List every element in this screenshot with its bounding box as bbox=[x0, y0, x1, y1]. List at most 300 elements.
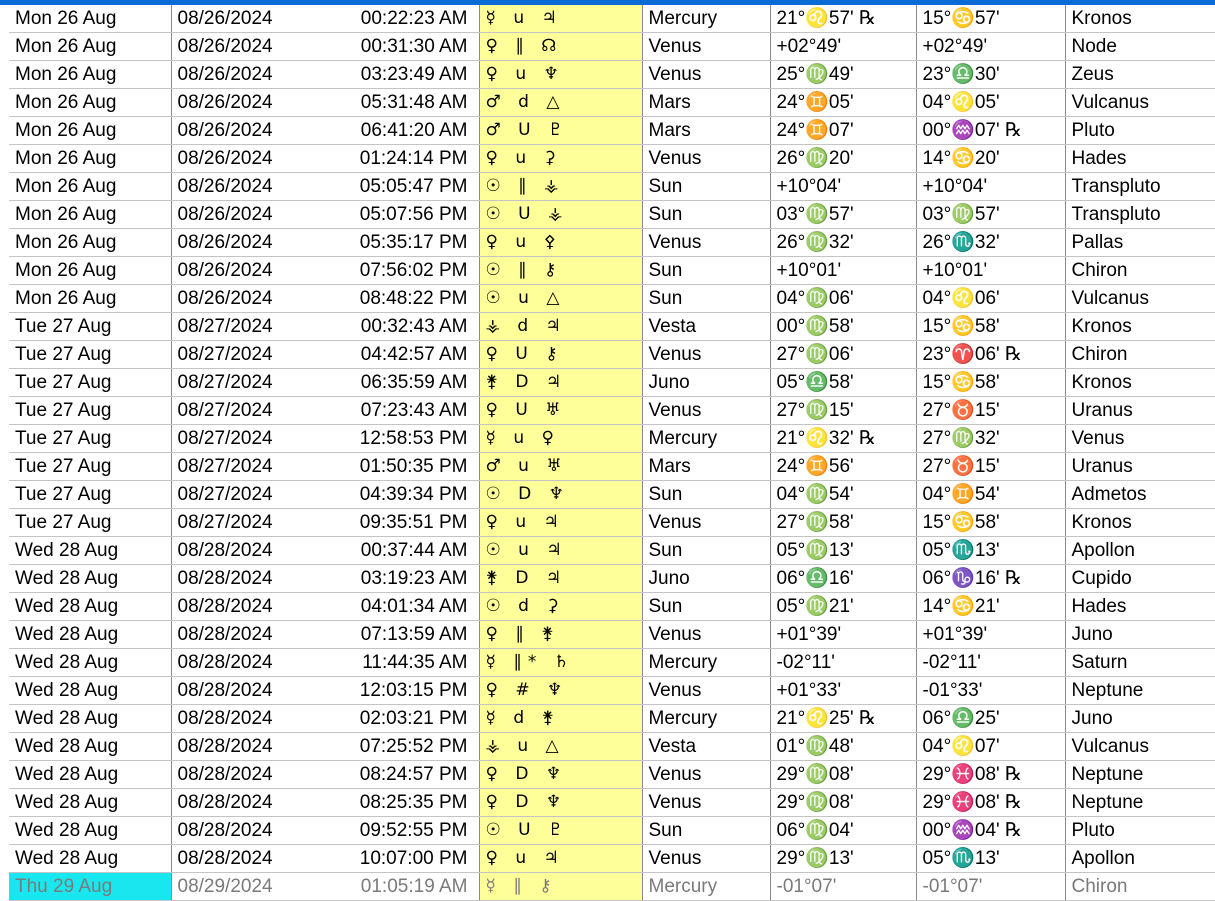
date-text: 08/26/2024 bbox=[177, 204, 273, 225]
day-cell: Thu 29 Aug bbox=[9, 873, 171, 901]
datetime-cell bbox=[171, 425, 479, 453]
day-cell: Wed 28 Aug bbox=[9, 537, 171, 565]
time-text: 09:35:51 PM bbox=[359, 512, 468, 533]
table-row[interactable] bbox=[9, 845, 1215, 873]
table-row[interactable] bbox=[9, 117, 1215, 145]
point-cell: Admetos bbox=[1065, 481, 1215, 509]
position2-cell: 06°♑16' ℞ bbox=[916, 565, 1065, 593]
aspect-glyph-cell: ☉ ∥ ⚷ bbox=[479, 257, 642, 285]
position2-cell: -01°33' bbox=[916, 677, 1065, 705]
position2-cell: 05°♏13' bbox=[916, 845, 1065, 873]
point-cell: Neptune bbox=[1065, 761, 1215, 789]
table-row[interactable] bbox=[9, 649, 1215, 677]
date-text: 08/28/2024 bbox=[177, 568, 273, 589]
day-cell: Mon 26 Aug bbox=[9, 257, 171, 285]
aspect-glyph-cell: ⚵ D ♃ bbox=[479, 369, 642, 397]
day-cell: Mon 26 Aug bbox=[9, 229, 171, 257]
point-cell: Apollon bbox=[1065, 537, 1215, 565]
time-text: 09:52:55 PM bbox=[359, 820, 468, 841]
table-row[interactable] bbox=[9, 173, 1215, 201]
table-row[interactable] bbox=[9, 677, 1215, 705]
time-text: 08:25:35 PM bbox=[359, 792, 468, 813]
table-row[interactable] bbox=[9, 5, 1215, 33]
day-cell: Tue 27 Aug bbox=[9, 425, 171, 453]
position2-cell: 15°♋58' bbox=[916, 313, 1065, 341]
day-cell: Tue 27 Aug bbox=[9, 481, 171, 509]
time-text: 05:07:56 PM bbox=[359, 204, 468, 225]
table-row[interactable] bbox=[9, 593, 1215, 621]
day-cell: Mon 26 Aug bbox=[9, 145, 171, 173]
position1-cell: 04°♍06' bbox=[770, 285, 916, 313]
position2-cell: 06°♎25' bbox=[916, 705, 1065, 733]
day-cell: Tue 27 Aug bbox=[9, 453, 171, 481]
position1-cell: +02°49' bbox=[770, 33, 916, 61]
position1-cell: 26°♍32' bbox=[770, 229, 916, 257]
day-cell: Tue 27 Aug bbox=[9, 341, 171, 369]
aspect-glyph-cell: ♀ # ♆ bbox=[479, 677, 642, 705]
position1-cell: 21°♌57' ℞ bbox=[770, 5, 916, 33]
planet-cell: Venus bbox=[642, 789, 770, 817]
datetime-cell bbox=[171, 677, 479, 705]
position2-cell: 04°♌05' bbox=[916, 89, 1065, 117]
position1-cell: 27°♍06' bbox=[770, 341, 916, 369]
date-text: 08/28/2024 bbox=[177, 596, 273, 617]
position1-cell: 04°♍54' bbox=[770, 481, 916, 509]
time-text: 04:01:34 AM bbox=[360, 596, 468, 617]
planet-cell: Vesta bbox=[642, 733, 770, 761]
point-cell: Juno bbox=[1065, 705, 1215, 733]
date-text: 08/27/2024 bbox=[177, 428, 273, 449]
planet-cell: Sun bbox=[642, 817, 770, 845]
datetime-cell bbox=[171, 5, 479, 33]
day-cell: Mon 26 Aug bbox=[9, 61, 171, 89]
day-cell: Mon 26 Aug bbox=[9, 89, 171, 117]
datetime-cell bbox=[171, 61, 479, 89]
planet-cell: Vesta bbox=[642, 313, 770, 341]
table-row-partial[interactable] bbox=[9, 873, 1215, 901]
point-cell: Kronos bbox=[1065, 509, 1215, 537]
aspect-glyph-cell: ⚵ D ♃ bbox=[479, 565, 642, 593]
date-text: 08/26/2024 bbox=[177, 8, 273, 29]
time-text: 04:39:34 PM bbox=[359, 484, 468, 505]
date-text: 08/28/2024 bbox=[177, 652, 273, 673]
position1-cell: 05°♍21' bbox=[770, 593, 916, 621]
date-text: 08/28/2024 bbox=[177, 736, 273, 757]
position2-cell: 04°♌06' bbox=[916, 285, 1065, 313]
aspect-glyph-cell: ♀ U ♅ bbox=[479, 397, 642, 425]
aspect-glyph-cell: ♀ D ♆ bbox=[479, 761, 642, 789]
day-cell: Tue 27 Aug bbox=[9, 397, 171, 425]
date-text: 08/26/2024 bbox=[177, 36, 273, 57]
table-row[interactable] bbox=[9, 341, 1215, 369]
table-row[interactable] bbox=[9, 229, 1215, 257]
aspect-glyph-cell: ♀ u ♆ bbox=[479, 61, 642, 89]
point-cell: Chiron bbox=[1065, 873, 1215, 901]
position1-cell: 00°♍58' bbox=[770, 313, 916, 341]
position1-cell: 29°♍08' bbox=[770, 761, 916, 789]
aspect-glyph-cell: ♀ ∥ ☊ bbox=[479, 33, 642, 61]
position2-cell: 00°♒07' ℞ bbox=[916, 117, 1065, 145]
position1-cell: 05°♎58' bbox=[770, 369, 916, 397]
position1-cell: +01°39' bbox=[770, 621, 916, 649]
planet-cell: Sun bbox=[642, 481, 770, 509]
day-cell: Wed 28 Aug bbox=[9, 677, 171, 705]
date-text: 08/26/2024 bbox=[177, 120, 273, 141]
position2-cell: 29°♓08' ℞ bbox=[916, 761, 1065, 789]
point-cell: Transpluto bbox=[1065, 173, 1215, 201]
day-cell: Mon 26 Aug bbox=[9, 117, 171, 145]
datetime-cell bbox=[171, 817, 479, 845]
planet-cell: Venus bbox=[642, 677, 770, 705]
position1-cell: +10°04' bbox=[770, 173, 916, 201]
date-text: 08/26/2024 bbox=[177, 176, 273, 197]
position2-cell: +01°39' bbox=[916, 621, 1065, 649]
datetime-cell bbox=[171, 789, 479, 817]
datetime-cell bbox=[171, 481, 479, 509]
aspect-glyph-cell: ♀ u ⚳ bbox=[479, 145, 642, 173]
planet-cell: Mercury bbox=[642, 873, 770, 901]
table-row[interactable] bbox=[9, 789, 1215, 817]
day-cell: Mon 26 Aug bbox=[9, 5, 171, 33]
aspect-glyph-cell: ♂ U ♇ bbox=[479, 117, 642, 145]
position1-cell: 24°♊56' bbox=[770, 453, 916, 481]
position1-cell: 21°♌32' ℞ bbox=[770, 425, 916, 453]
day-cell: Wed 28 Aug bbox=[9, 733, 171, 761]
position2-cell: 23°♈06' ℞ bbox=[916, 341, 1065, 369]
position2-cell: 15°♋57' bbox=[916, 5, 1065, 33]
day-cell: Wed 28 Aug bbox=[9, 565, 171, 593]
planet-cell: Venus bbox=[642, 397, 770, 425]
aspect-glyph-cell: ☉ d ⚳ bbox=[479, 593, 642, 621]
table-row[interactable] bbox=[9, 481, 1215, 509]
planet-cell: Venus bbox=[642, 145, 770, 173]
datetime-cell bbox=[171, 313, 479, 341]
table-row[interactable] bbox=[9, 257, 1215, 285]
datetime-cell bbox=[171, 733, 479, 761]
point-cell: Pluto bbox=[1065, 117, 1215, 145]
position1-cell: -01°07' bbox=[770, 873, 916, 901]
planet-cell: Sun bbox=[642, 257, 770, 285]
aspect-glyph-cell: ☿ ∥ ⚷ bbox=[479, 873, 642, 901]
aspect-glyph-cell: ☉ ∥ ⚶ bbox=[479, 173, 642, 201]
position1-cell: 29°♍08' bbox=[770, 789, 916, 817]
date-text: 08/26/2024 bbox=[177, 148, 273, 169]
time-text: 01:05:19 AM bbox=[360, 876, 468, 897]
point-cell: Kronos bbox=[1065, 5, 1215, 33]
position1-cell: 05°♍13' bbox=[770, 537, 916, 565]
planet-cell: Venus bbox=[642, 845, 770, 873]
point-cell: Kronos bbox=[1065, 369, 1215, 397]
datetime-cell bbox=[171, 509, 479, 537]
table-row[interactable] bbox=[9, 285, 1215, 313]
date-text: 08/28/2024 bbox=[177, 624, 273, 645]
point-cell: Vulcanus bbox=[1065, 89, 1215, 117]
time-text: 01:24:14 PM bbox=[359, 148, 468, 169]
aspect-glyph-cell: ♀ U ⚷ bbox=[479, 341, 642, 369]
datetime-cell bbox=[171, 257, 479, 285]
planet-cell: Venus bbox=[642, 761, 770, 789]
point-cell: Vulcanus bbox=[1065, 285, 1215, 313]
point-cell: Transpluto bbox=[1065, 201, 1215, 229]
date-text: 08/27/2024 bbox=[177, 512, 273, 533]
point-cell: Apollon bbox=[1065, 845, 1215, 873]
date-text: 08/27/2024 bbox=[177, 456, 273, 477]
time-text: 08:24:57 PM bbox=[359, 764, 468, 785]
planet-cell: Venus bbox=[642, 621, 770, 649]
time-text: 10:07:00 PM bbox=[359, 848, 468, 869]
position2-cell: +10°04' bbox=[916, 173, 1065, 201]
table-row[interactable] bbox=[9, 61, 1215, 89]
planet-cell: Venus bbox=[642, 61, 770, 89]
position2-cell: 27°♍32' bbox=[916, 425, 1065, 453]
table-row[interactable] bbox=[9, 33, 1215, 61]
aspect-glyph-cell: ☿ u ♃ bbox=[479, 5, 642, 33]
point-cell: Juno bbox=[1065, 621, 1215, 649]
planet-cell: Mercury bbox=[642, 5, 770, 33]
day-cell: Mon 26 Aug bbox=[9, 285, 171, 313]
position1-cell: 03°♍57' bbox=[770, 201, 916, 229]
time-text: 00:37:44 AM bbox=[360, 540, 468, 561]
datetime-cell bbox=[171, 649, 479, 677]
aspect-glyph-cell: ☉ u △ bbox=[479, 285, 642, 313]
point-cell: Node bbox=[1065, 33, 1215, 61]
time-text: 07:13:59 AM bbox=[360, 624, 468, 645]
position1-cell: 01°♍48' bbox=[770, 733, 916, 761]
point-cell: Pallas bbox=[1065, 229, 1215, 257]
date-text: 08/28/2024 bbox=[177, 792, 273, 813]
aspect-glyph-cell: ♀ u ⚴ bbox=[479, 229, 642, 257]
time-text: 07:56:02 PM bbox=[359, 260, 468, 281]
aspect-glyph-cell: ⚶ u △ bbox=[479, 733, 642, 761]
position1-cell: +10°01' bbox=[770, 257, 916, 285]
point-cell: Chiron bbox=[1065, 257, 1215, 285]
table-row[interactable] bbox=[9, 733, 1215, 761]
date-text: 08/26/2024 bbox=[177, 288, 273, 309]
date-text: 08/27/2024 bbox=[177, 372, 273, 393]
planet-cell: Juno bbox=[642, 369, 770, 397]
day-cell: Wed 28 Aug bbox=[9, 649, 171, 677]
time-text: 03:19:23 AM bbox=[360, 568, 468, 589]
planet-cell: Sun bbox=[642, 593, 770, 621]
position2-cell: 29°♓08' ℞ bbox=[916, 789, 1065, 817]
position2-cell: 27°♉15' bbox=[916, 397, 1065, 425]
time-text: 02:03:21 PM bbox=[359, 708, 468, 729]
time-text: 00:22:23 AM bbox=[360, 8, 468, 29]
point-cell: Hades bbox=[1065, 145, 1215, 173]
position2-cell: 27°♉15' bbox=[916, 453, 1065, 481]
aspect-glyph-cell: ☿ u ♀ bbox=[479, 425, 642, 453]
aspect-glyph-cell: ♂ u ♅ bbox=[479, 453, 642, 481]
table-row[interactable] bbox=[9, 425, 1215, 453]
date-text: 08/26/2024 bbox=[177, 232, 273, 253]
day-cell: Wed 28 Aug bbox=[9, 789, 171, 817]
aspect-glyph-cell: ☉ D ♆ bbox=[479, 481, 642, 509]
datetime-cell bbox=[171, 173, 479, 201]
table-row[interactable] bbox=[9, 705, 1215, 733]
aspect-glyph-cell: ☉ U ♇ bbox=[479, 817, 642, 845]
aspect-glyph-cell: ☿ ∥* ♄ bbox=[479, 649, 642, 677]
table-row[interactable] bbox=[9, 565, 1215, 593]
position2-cell: 23°♎30' bbox=[916, 61, 1065, 89]
day-cell: Wed 28 Aug bbox=[9, 761, 171, 789]
datetime-cell bbox=[171, 593, 479, 621]
aspect-glyph-cell: ☉ U ⚶ bbox=[479, 201, 642, 229]
aspect-glyph-cell: ☿ d ⚵ bbox=[479, 705, 642, 733]
table-row[interactable] bbox=[9, 369, 1215, 397]
date-text: 08/26/2024 bbox=[177, 260, 273, 281]
time-text: 04:42:57 AM bbox=[360, 344, 468, 365]
datetime-cell bbox=[171, 565, 479, 593]
date-text: 08/27/2024 bbox=[177, 316, 273, 337]
date-text: 08/28/2024 bbox=[177, 708, 273, 729]
point-cell: Neptune bbox=[1065, 789, 1215, 817]
point-cell: Hades bbox=[1065, 593, 1215, 621]
point-cell: Cupido bbox=[1065, 565, 1215, 593]
position1-cell: 25°♍49' bbox=[770, 61, 916, 89]
day-cell: Wed 28 Aug bbox=[9, 817, 171, 845]
time-text: 00:32:43 AM bbox=[360, 316, 468, 337]
datetime-cell bbox=[171, 705, 479, 733]
date-text: 08/28/2024 bbox=[177, 764, 273, 785]
table-row[interactable] bbox=[9, 537, 1215, 565]
date-text: 08/26/2024 bbox=[177, 92, 273, 113]
time-text: 05:31:48 AM bbox=[360, 92, 468, 113]
day-cell: Mon 26 Aug bbox=[9, 201, 171, 229]
aspect-glyph-cell: ☉ u ♃ bbox=[479, 537, 642, 565]
position1-cell: 24°♊07' bbox=[770, 117, 916, 145]
planet-cell: Mercury bbox=[642, 705, 770, 733]
planet-cell: Mars bbox=[642, 453, 770, 481]
position2-cell: +10°01' bbox=[916, 257, 1065, 285]
day-cell: Wed 28 Aug bbox=[9, 845, 171, 873]
aspect-glyph-cell: ♀ D ♆ bbox=[479, 789, 642, 817]
time-text: 12:58:53 PM bbox=[359, 428, 468, 449]
position1-cell: 06°♎16' bbox=[770, 565, 916, 593]
point-cell: Saturn bbox=[1065, 649, 1215, 677]
grid-left-edge bbox=[0, 5, 9, 882]
planet-cell: Venus bbox=[642, 341, 770, 369]
date-text: 08/28/2024 bbox=[177, 540, 273, 561]
point-cell: Vulcanus bbox=[1065, 733, 1215, 761]
position2-cell: -01°07' bbox=[916, 873, 1065, 901]
position1-cell: 27°♍58' bbox=[770, 509, 916, 537]
table-row[interactable] bbox=[9, 313, 1215, 341]
datetime-cell bbox=[171, 369, 479, 397]
day-cell: Wed 28 Aug bbox=[9, 593, 171, 621]
time-text: 12:03:15 PM bbox=[359, 680, 468, 701]
position1-cell: 29°♍13' bbox=[770, 845, 916, 873]
time-text: 08:48:22 PM bbox=[359, 288, 468, 309]
point-cell: Uranus bbox=[1065, 453, 1215, 481]
date-text: 08/27/2024 bbox=[177, 344, 273, 365]
date-text: 08/27/2024 bbox=[177, 400, 273, 421]
table-row[interactable] bbox=[9, 453, 1215, 481]
position2-cell: 03°♍57' bbox=[916, 201, 1065, 229]
point-cell: Zeus bbox=[1065, 61, 1215, 89]
time-text: 01:50:35 PM bbox=[359, 456, 468, 477]
table-row[interactable] bbox=[9, 509, 1215, 537]
planet-cell: Venus bbox=[642, 229, 770, 257]
table-row[interactable] bbox=[9, 761, 1215, 789]
table-row[interactable] bbox=[9, 145, 1215, 173]
day-cell: Mon 26 Aug bbox=[9, 173, 171, 201]
day-cell: Tue 27 Aug bbox=[9, 313, 171, 341]
position2-cell: 14°♋21' bbox=[916, 593, 1065, 621]
planet-cell: Mars bbox=[642, 89, 770, 117]
planet-cell: Mars bbox=[642, 117, 770, 145]
datetime-cell bbox=[171, 285, 479, 313]
time-text: 05:05:47 PM bbox=[359, 176, 468, 197]
position2-cell: 14°♋20' bbox=[916, 145, 1065, 173]
planet-cell: Mercury bbox=[642, 425, 770, 453]
aspect-glyph-cell: ♀ u ♃ bbox=[479, 509, 642, 537]
planet-cell: Mercury bbox=[642, 649, 770, 677]
planet-cell: Venus bbox=[642, 509, 770, 537]
table-row[interactable] bbox=[9, 621, 1215, 649]
datetime-cell bbox=[171, 229, 479, 257]
datetime-cell bbox=[171, 33, 479, 61]
table-row[interactable] bbox=[9, 89, 1215, 117]
position2-cell: 05°♏13' bbox=[916, 537, 1065, 565]
planet-cell: Sun bbox=[642, 201, 770, 229]
position2-cell: 15°♋58' bbox=[916, 509, 1065, 537]
table-row[interactable] bbox=[9, 201, 1215, 229]
time-text: 06:35:59 AM bbox=[360, 372, 468, 393]
time-text: 07:25:52 PM bbox=[359, 736, 468, 757]
aspect-glyph-cell: ⚶ d ♃ bbox=[479, 313, 642, 341]
time-text: 06:41:20 AM bbox=[360, 120, 468, 141]
planet-cell: Sun bbox=[642, 537, 770, 565]
date-text: 08/29/2024 bbox=[177, 876, 273, 897]
position1-cell: 24°♊05' bbox=[770, 89, 916, 117]
datetime-cell bbox=[171, 621, 479, 649]
time-text: 11:44:35 AM bbox=[362, 652, 468, 673]
datetime-cell bbox=[171, 341, 479, 369]
day-cell: Tue 27 Aug bbox=[9, 369, 171, 397]
position2-cell: 26°♏32' bbox=[916, 229, 1065, 257]
datetime-cell bbox=[171, 397, 479, 425]
datetime-cell bbox=[171, 845, 479, 873]
datetime-cell bbox=[171, 453, 479, 481]
aspect-table bbox=[9, 5, 1215, 901]
position2-cell: 15°♋58' bbox=[916, 369, 1065, 397]
point-cell: Chiron bbox=[1065, 341, 1215, 369]
table-row[interactable] bbox=[9, 817, 1215, 845]
date-text: 08/28/2024 bbox=[177, 820, 273, 841]
aspect-glyph-cell: ♀ ∥ ⚵ bbox=[479, 621, 642, 649]
date-text: 08/27/2024 bbox=[177, 484, 273, 505]
datetime-cell bbox=[171, 537, 479, 565]
time-text: 07:23:43 AM bbox=[360, 400, 468, 421]
datetime-cell bbox=[171, 145, 479, 173]
position1-cell: 06°♍04' bbox=[770, 817, 916, 845]
position2-cell: 04°♊54' bbox=[916, 481, 1065, 509]
position1-cell: 27°♍15' bbox=[770, 397, 916, 425]
day-cell: Wed 28 Aug bbox=[9, 705, 171, 733]
datetime-cell bbox=[171, 201, 479, 229]
table-row[interactable] bbox=[9, 397, 1215, 425]
point-cell: Neptune bbox=[1065, 677, 1215, 705]
time-text: 03:23:49 AM bbox=[360, 64, 468, 85]
position2-cell: -02°11' bbox=[916, 649, 1065, 677]
day-cell: Mon 26 Aug bbox=[9, 33, 171, 61]
date-text: 08/28/2024 bbox=[177, 680, 273, 701]
aspect-glyph-cell: ♂ d △ bbox=[479, 89, 642, 117]
position1-cell: 21°♌25' ℞ bbox=[770, 705, 916, 733]
position2-cell: 04°♌07' bbox=[916, 733, 1065, 761]
date-text: 08/26/2024 bbox=[177, 64, 273, 85]
time-text: 00:31:30 AM bbox=[360, 36, 468, 57]
